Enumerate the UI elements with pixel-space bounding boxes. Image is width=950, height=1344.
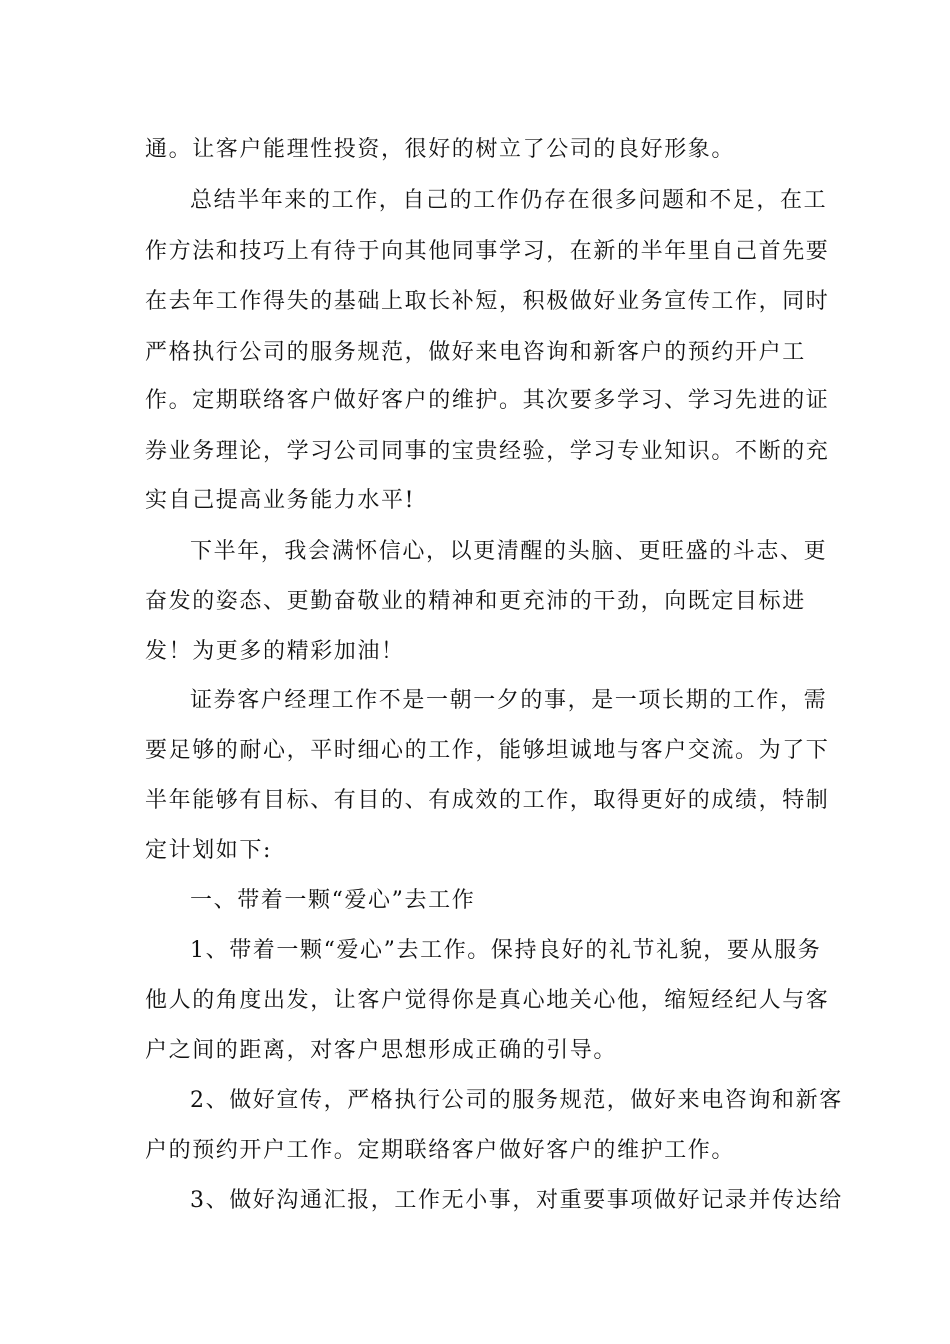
paragraph-first-line: 下半年，我会满怀信心，以更清醒的头脑、更旺盛的斗志、更	[190, 539, 828, 564]
text-line: 在去年工作得失的基础上取长补短，积极做好业务宣传工作，同时	[145, 289, 830, 314]
text-line: 户的预约开户工作。定期联络客户做好客户的维护工作。	[145, 1138, 736, 1163]
text-line: 要足够的耐心，平时细心的工作，能够坦诚地与客户交流。为了下	[145, 738, 830, 763]
list-item-first-line: 2、做好宣传，严格执行公司的服务规范，做好来电咨询和新客	[190, 1088, 843, 1113]
text-line: 作方法和技巧上有待于向其他同事学习，在新的半年里自己首先要	[145, 239, 830, 264]
text-line: 发！为更多的精彩加油！	[145, 639, 405, 664]
text-line: 严格执行公司的服务规范，做好来电咨询和新客户的预约开户工	[145, 340, 806, 365]
text-line: 通。让客户能理性投资，很好的树立了公司的良好形象。	[145, 137, 736, 162]
text-line: 奋发的姿态、更勤奋敬业的精神和更充沛的干劲，向既定目标进	[145, 589, 806, 614]
list-item-first-line: 3、做好沟通汇报，工作无小事，对重要事项做好记录并传达给	[190, 1188, 843, 1213]
text-line: 实自己提高业务能力水平!	[145, 488, 416, 513]
list-item-first-line: 1、带着一颗“爱心”去工作。保持良好的礼节礼貌，要从服务	[190, 938, 822, 963]
section-heading: 一、带着一颗“爱心”去工作	[190, 888, 476, 913]
text-line: 定计划如下:	[145, 838, 273, 863]
paragraph-first-line: 总结半年来的工作，自己的工作仍存在很多问题和不足，在工	[190, 188, 828, 213]
text-line: 他人的角度出发，让客户觉得你是真心地关心他，缩短经纪人与客	[145, 988, 830, 1013]
text-line: 作。定期联络客户做好客户的维护。其次要多学习、学习先进的证	[145, 388, 830, 413]
text-line: 券业务理论，学习公司同事的宝贵经验，学习专业知识。不断的充	[145, 439, 830, 464]
paragraph-first-line: 证券客户经理工作不是一朝一夕的事，是一项长期的工作，需	[190, 688, 828, 713]
text-line: 户之间的距离，对客户思想形成正确的引导。	[145, 1038, 618, 1063]
text-line: 半年能够有目标、有目的、有成效的工作，取得更好的成绩，特制	[145, 788, 830, 813]
